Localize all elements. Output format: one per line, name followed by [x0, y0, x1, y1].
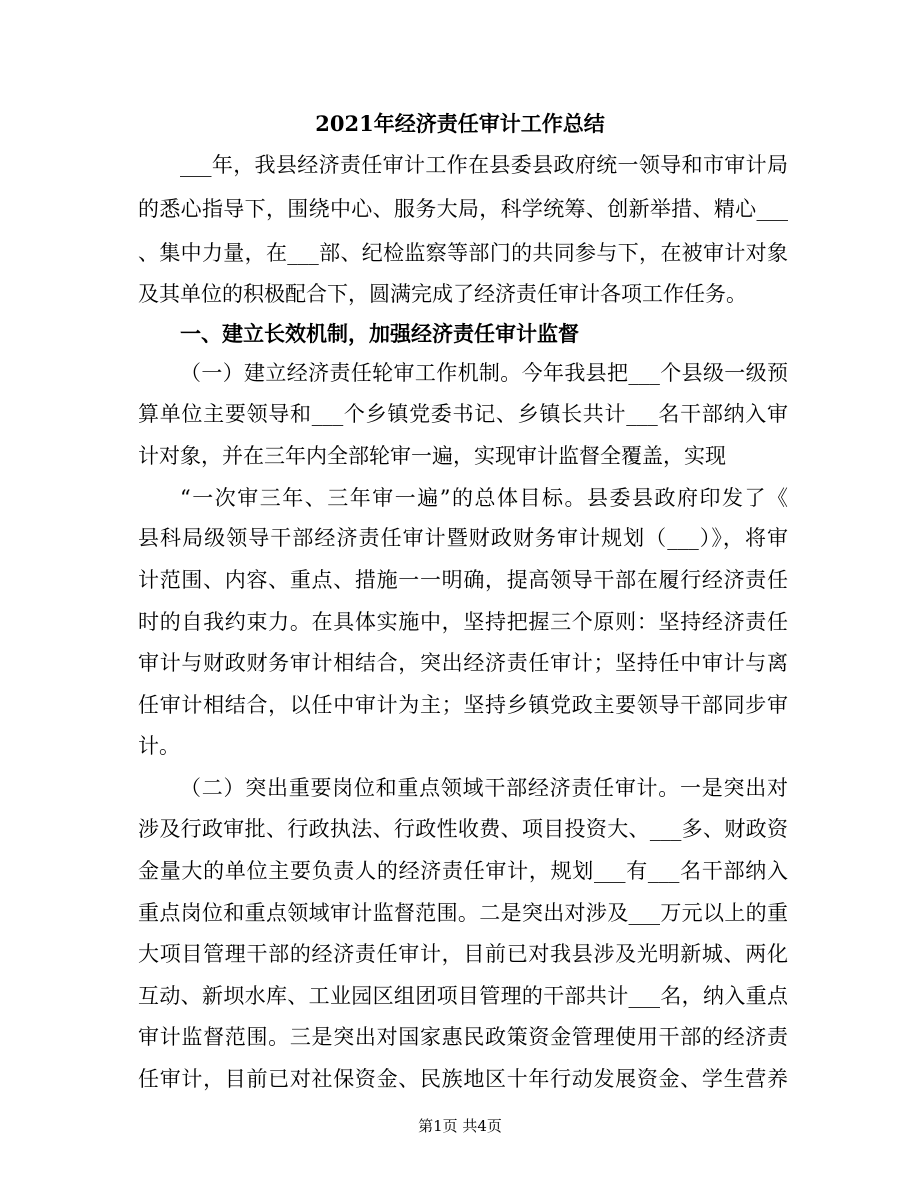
- paragraph-line: 审计监督范围。三是突出对国家惠民政策资金管理使用干部的经济责: [138, 1025, 788, 1049]
- paragraph-line: 审计与财政财务审计相结合，突出经济责任审计；坚持任中审计与离: [138, 651, 788, 675]
- paragraph-line: 及其单位的积极配合下，圆满完成了经济责任审计各项工作任务。: [138, 282, 747, 306]
- paragraph-line: （一）建立经济责任轮审工作机制。今年我县把___个县级一级预: [180, 361, 788, 385]
- paragraph-line: 时的自我约束力。在具体实施中，坚持把握三个原则：坚持经济责任: [138, 610, 788, 634]
- paragraph-line: 任审计相结合，以任中审计为主；坚持乡镇党政主要领导干部同步审: [138, 693, 788, 717]
- paragraph-line: 、集中力量，在___部、纪检监察等部门的共同参与下，在被审计对象: [138, 241, 788, 265]
- paragraph-line: 涉及行政审批、行政执法、行政性收费、项目投资大、___多、财政资: [138, 817, 788, 841]
- paragraph-line: 计范围、内容、重点、措施一一明确，提高领导干部在履行经济责任: [138, 568, 788, 592]
- paragraph-line: （二）突出重要岗位和重点领域干部经济责任审计。一是突出对: [180, 776, 788, 800]
- page-number-footer: 第1页 共4页: [418, 1117, 502, 1135]
- paragraph-line: 互动、新坝水库、工业园区组团项目管理的干部共计___名，纳入重点: [138, 984, 788, 1008]
- paragraph-line: 任审计，目前已对社保资金、民族地区十年行动发展资金、学生营养: [138, 1067, 788, 1091]
- paragraph-line: 大项目管理干部的经济责任审计，目前已对我县涉及光明新城、两化: [138, 942, 788, 966]
- paragraph-line: “一次审三年、三年审一遍”的总体目标。县委县政府印发了《: [180, 486, 788, 510]
- paragraph-line: ___年，我县经济责任审计工作在县委县政府统一领导和市审计局: [180, 153, 788, 177]
- paragraph-line: 县科局级领导干部经济责任审计暨财政财务审计规划（___）》，将审: [138, 526, 788, 550]
- paragraph-line: 的悉心指导下，围绕中心、服务大局，科学统筹、创新举措、精心___: [138, 197, 788, 221]
- paragraph-line: 计。: [138, 734, 180, 758]
- document-title: 2021年经济责任审计工作总结: [315, 111, 605, 136]
- paragraph-line: 算单位主要领导和___个乡镇党委书记、乡镇长共计___名干部纳入审: [138, 402, 788, 426]
- paragraph-line: 金量大的单位主要负责人的经济责任审计，规划___有___名干部纳入: [138, 859, 788, 883]
- section-heading: 一、建立长效机制，加强经济责任审计监督: [180, 321, 579, 346]
- paragraph-line: 计对象，并在三年内全部轮审一遍，实现审计监督全覆盖，实现: [138, 444, 726, 468]
- paragraph-line: 重点岗位和重点领域审计监督范围。二是突出对涉及___万元以上的重: [138, 901, 788, 925]
